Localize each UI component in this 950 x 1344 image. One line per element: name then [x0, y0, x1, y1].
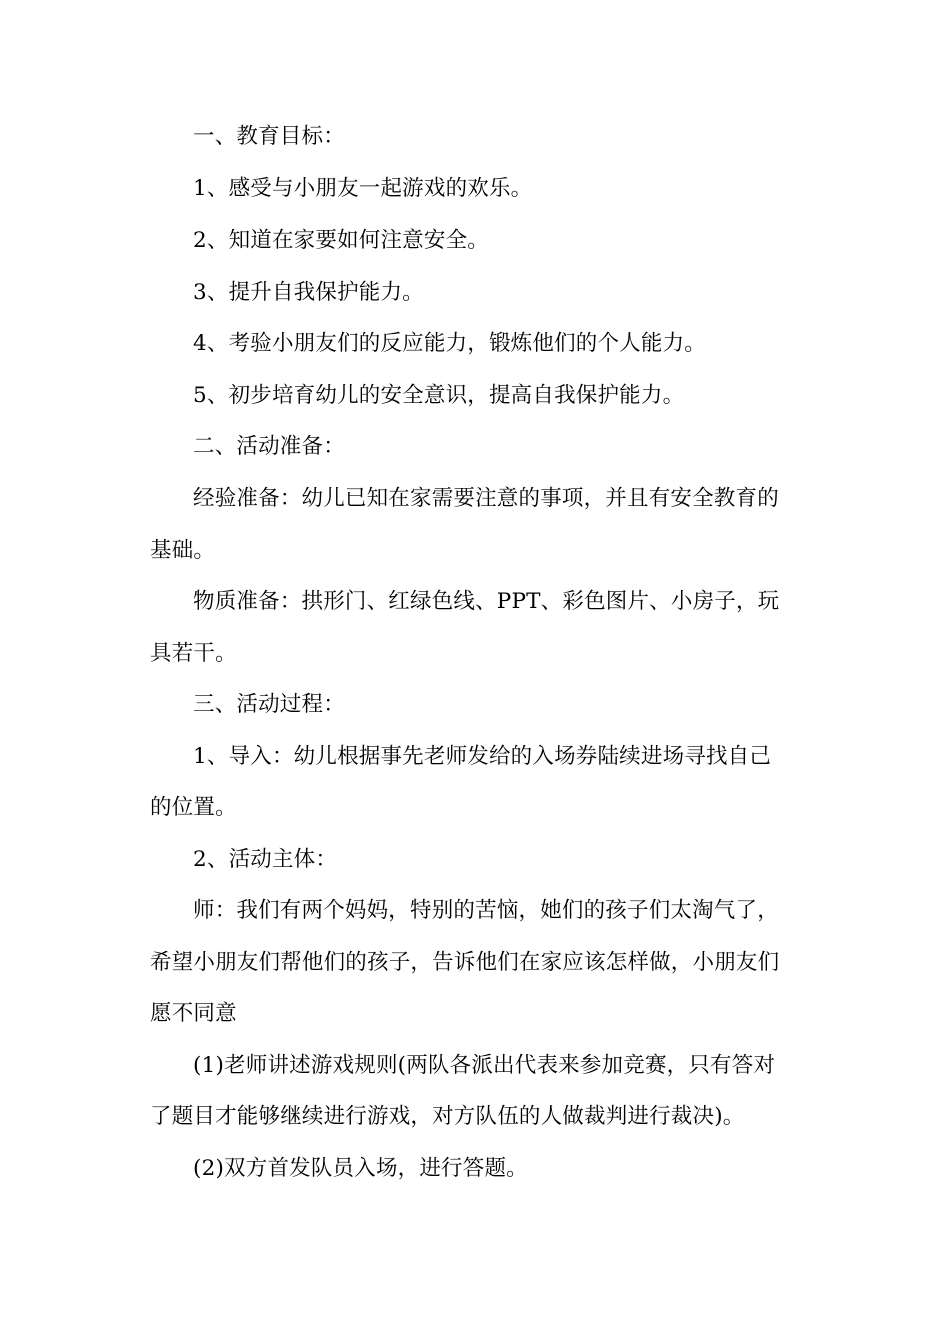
goal-item-4: 4、考验小朋友们的反应能力，锻炼他们的个人能力。 — [193, 331, 706, 356]
goal-item-5: 5、初步培育幼儿的安全意识，提高自我保护能力。 — [193, 383, 685, 408]
teacher-speech-line-1: 师：我们有两个妈妈，特别的苦恼，她们的孩子们太淘气了， — [193, 898, 779, 923]
activity-main-heading: 2、活动主体： — [193, 847, 338, 872]
heading-activity-process: 三、活动过程： — [193, 692, 345, 717]
experience-prep-line-2: 基础。 — [150, 538, 216, 563]
heading-education-goals: 一、教育目标： — [193, 124, 345, 149]
teacher-speech-line-3: 愿不同意 — [150, 1001, 237, 1026]
goal-item-3: 3、提升自我保护能力。 — [193, 280, 424, 305]
teacher-speech-line-2: 希望小朋友们帮他们的孩子，告诉他们在家应该怎样做，小朋友们 — [150, 950, 780, 975]
material-prep-line-2: 具若干。 — [150, 641, 237, 666]
intro-line-1: 1、导入：幼儿根据事先老师发给的入场券陆续进场寻找自己 — [193, 744, 772, 769]
goal-item-1: 1、感受与小朋友一起游戏的欢乐。 — [193, 176, 533, 201]
experience-prep-line-1: 经验准备：幼儿已知在家需要注意的事项，并且有安全教育的 — [193, 486, 779, 511]
rule-2-line-1: (2)双方首发队员入场，进行答题。 — [193, 1156, 528, 1181]
rule-1-line-1: (1)老师讲述游戏规则(两队各派出代表来参加竞赛，只有答对 — [193, 1053, 776, 1078]
heading-activity-prep: 二、活动准备： — [193, 434, 345, 459]
rule-1-line-2: 了题目才能够继续进行游戏，对方队伍的人做裁判进行裁决)。 — [150, 1104, 745, 1129]
material-prep-line-1: 物质准备：拱形门、红绿色线、PPT、彩色图片、小房子，玩 — [193, 589, 780, 614]
goal-item-2: 2、知道在家要如何注意安全。 — [193, 228, 489, 253]
intro-line-2: 的位置。 — [150, 795, 237, 820]
